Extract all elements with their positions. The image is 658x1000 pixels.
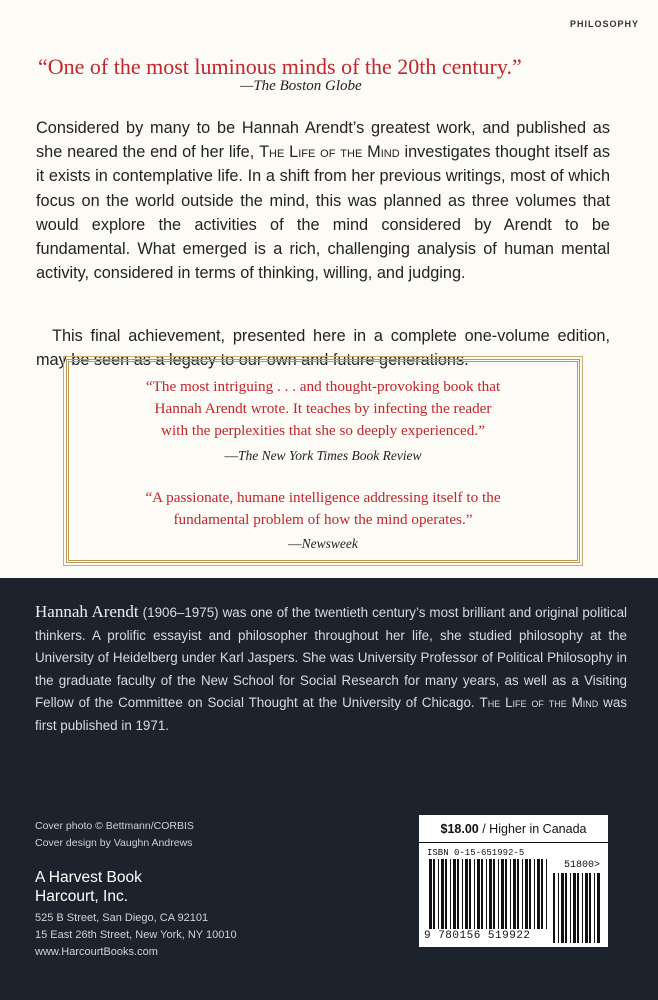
review-2-line-1: “A passionate, humane intelligence addressing itself to the <box>145 489 501 506</box>
address-line-1: 525 B Street, San Diego, CA 92101 <box>35 912 209 924</box>
lead-quote: “One of the most luminous minds of the 20th century.” <box>38 54 522 79</box>
photo-credit: Cover photo © Bettmann/CORBIS <box>35 820 194 832</box>
address-line-2: 15 East 26th Street, New York, NY 10010 <box>35 929 237 941</box>
cover-credits <box>35 818 194 852</box>
price-note: / Higher in Canada <box>478 822 587 836</box>
description-text-b: investigates thought itself as it exists in contemplative life. In a shift from her previous writings, most of which focus on the world outside the mind, this was planned as three volumes that would explore the activities of the mind considered by Arendt to be fundamental. What emerged is a rich, challenging analysis of human mental activity, considered in terms of thinking, willing, and judging. <box>36 143 610 283</box>
barcode-bar <box>594 873 595 943</box>
lower-cover-panel <box>0 578 658 1000</box>
bio-book-title: The Life of the Mind <box>479 695 599 710</box>
design-credit: Cover design by Vaughn Andrews <box>35 837 193 849</box>
barcode-addon-number: 51800> <box>563 860 600 871</box>
barcode-bar <box>553 873 555 943</box>
author-bio <box>35 601 627 737</box>
review-1-dash: — <box>224 448 238 463</box>
barcode-bar <box>573 873 576 943</box>
barcode-bar <box>558 873 559 943</box>
publisher-name: Harcourt, Inc. <box>35 888 129 905</box>
category-label: PHILOSOPHY <box>569 19 639 29</box>
book-title: The Life of the Mind <box>259 143 400 162</box>
barcode-bar <box>585 873 588 943</box>
bio-text-b: was first published in 1971. <box>35 695 627 733</box>
review-1-line-2: Hannah Arendt wrote. It teaches by infecting the reader <box>154 400 492 417</box>
review-2-source-name: Newsweek <box>301 536 358 551</box>
description-paragraph-2: This final achievement, presented here in a complete one-volume edition, may be seen as a legacy to our own and future generations. <box>36 327 610 370</box>
review-2-dash: — <box>288 536 302 551</box>
review-1-line-3: with the perplexities that she so deeply experienced.” <box>161 422 485 439</box>
review-quote-2 <box>69 487 577 531</box>
review-1-source-name: The New York Times Book Review <box>237 448 422 463</box>
review-source-2 <box>69 536 577 552</box>
addon-barcode <box>419 815 608 947</box>
bio-text-a: (1906–1975) was one of the twentieth century’s most brilliant and original political thinkers. A prolific essayist and philosopher throughout her life, she studied philosophy at the University of Heidelberg under Karl Jaspers. She was University Professor of Political Philosophy in the graduate faculty of the New School for Social Research for many years, as well as a Visiting Fellow of the Committee on Social Thought at the University of Chicago. <box>35 605 628 710</box>
description-text-a: Considered by many to be Hannah Arendt’s greatest work, and published as she neared the end of her life, <box>36 119 610 162</box>
isbn-text: ISBN 0-15-651992-5 <box>427 848 525 858</box>
author-name: Hannah Arendt <box>35 602 139 621</box>
barcode-bar <box>577 873 579 943</box>
barcode-box <box>419 815 608 947</box>
barcode-bar <box>570 873 571 943</box>
barcode-bar <box>565 873 567 943</box>
review-2-line-2: fundamental problem of how the mind operates.” <box>173 511 473 528</box>
review-quote-1 <box>69 376 577 442</box>
review-1-line-1: “The most intriguing . . . and thought-provoking book that <box>145 378 501 395</box>
publisher-address <box>35 910 237 961</box>
publisher-website: www.HarcourtBooks.com <box>35 946 158 958</box>
reviews-box <box>66 359 580 563</box>
barcode-bar <box>589 873 591 943</box>
barcode-bar <box>582 873 583 943</box>
imprint-name: A Harvest Book <box>35 869 142 886</box>
price-value: $18.00 <box>440 822 479 836</box>
description-paragraph-1 <box>36 116 610 285</box>
lead-quote-source: —The Boston Globe <box>240 78 362 94</box>
barcode-bar <box>561 873 564 943</box>
review-source-1 <box>69 448 577 464</box>
ean-number: 9 780156 519922 <box>424 930 531 942</box>
publisher-block <box>35 868 237 961</box>
barcode-bar <box>597 873 600 943</box>
